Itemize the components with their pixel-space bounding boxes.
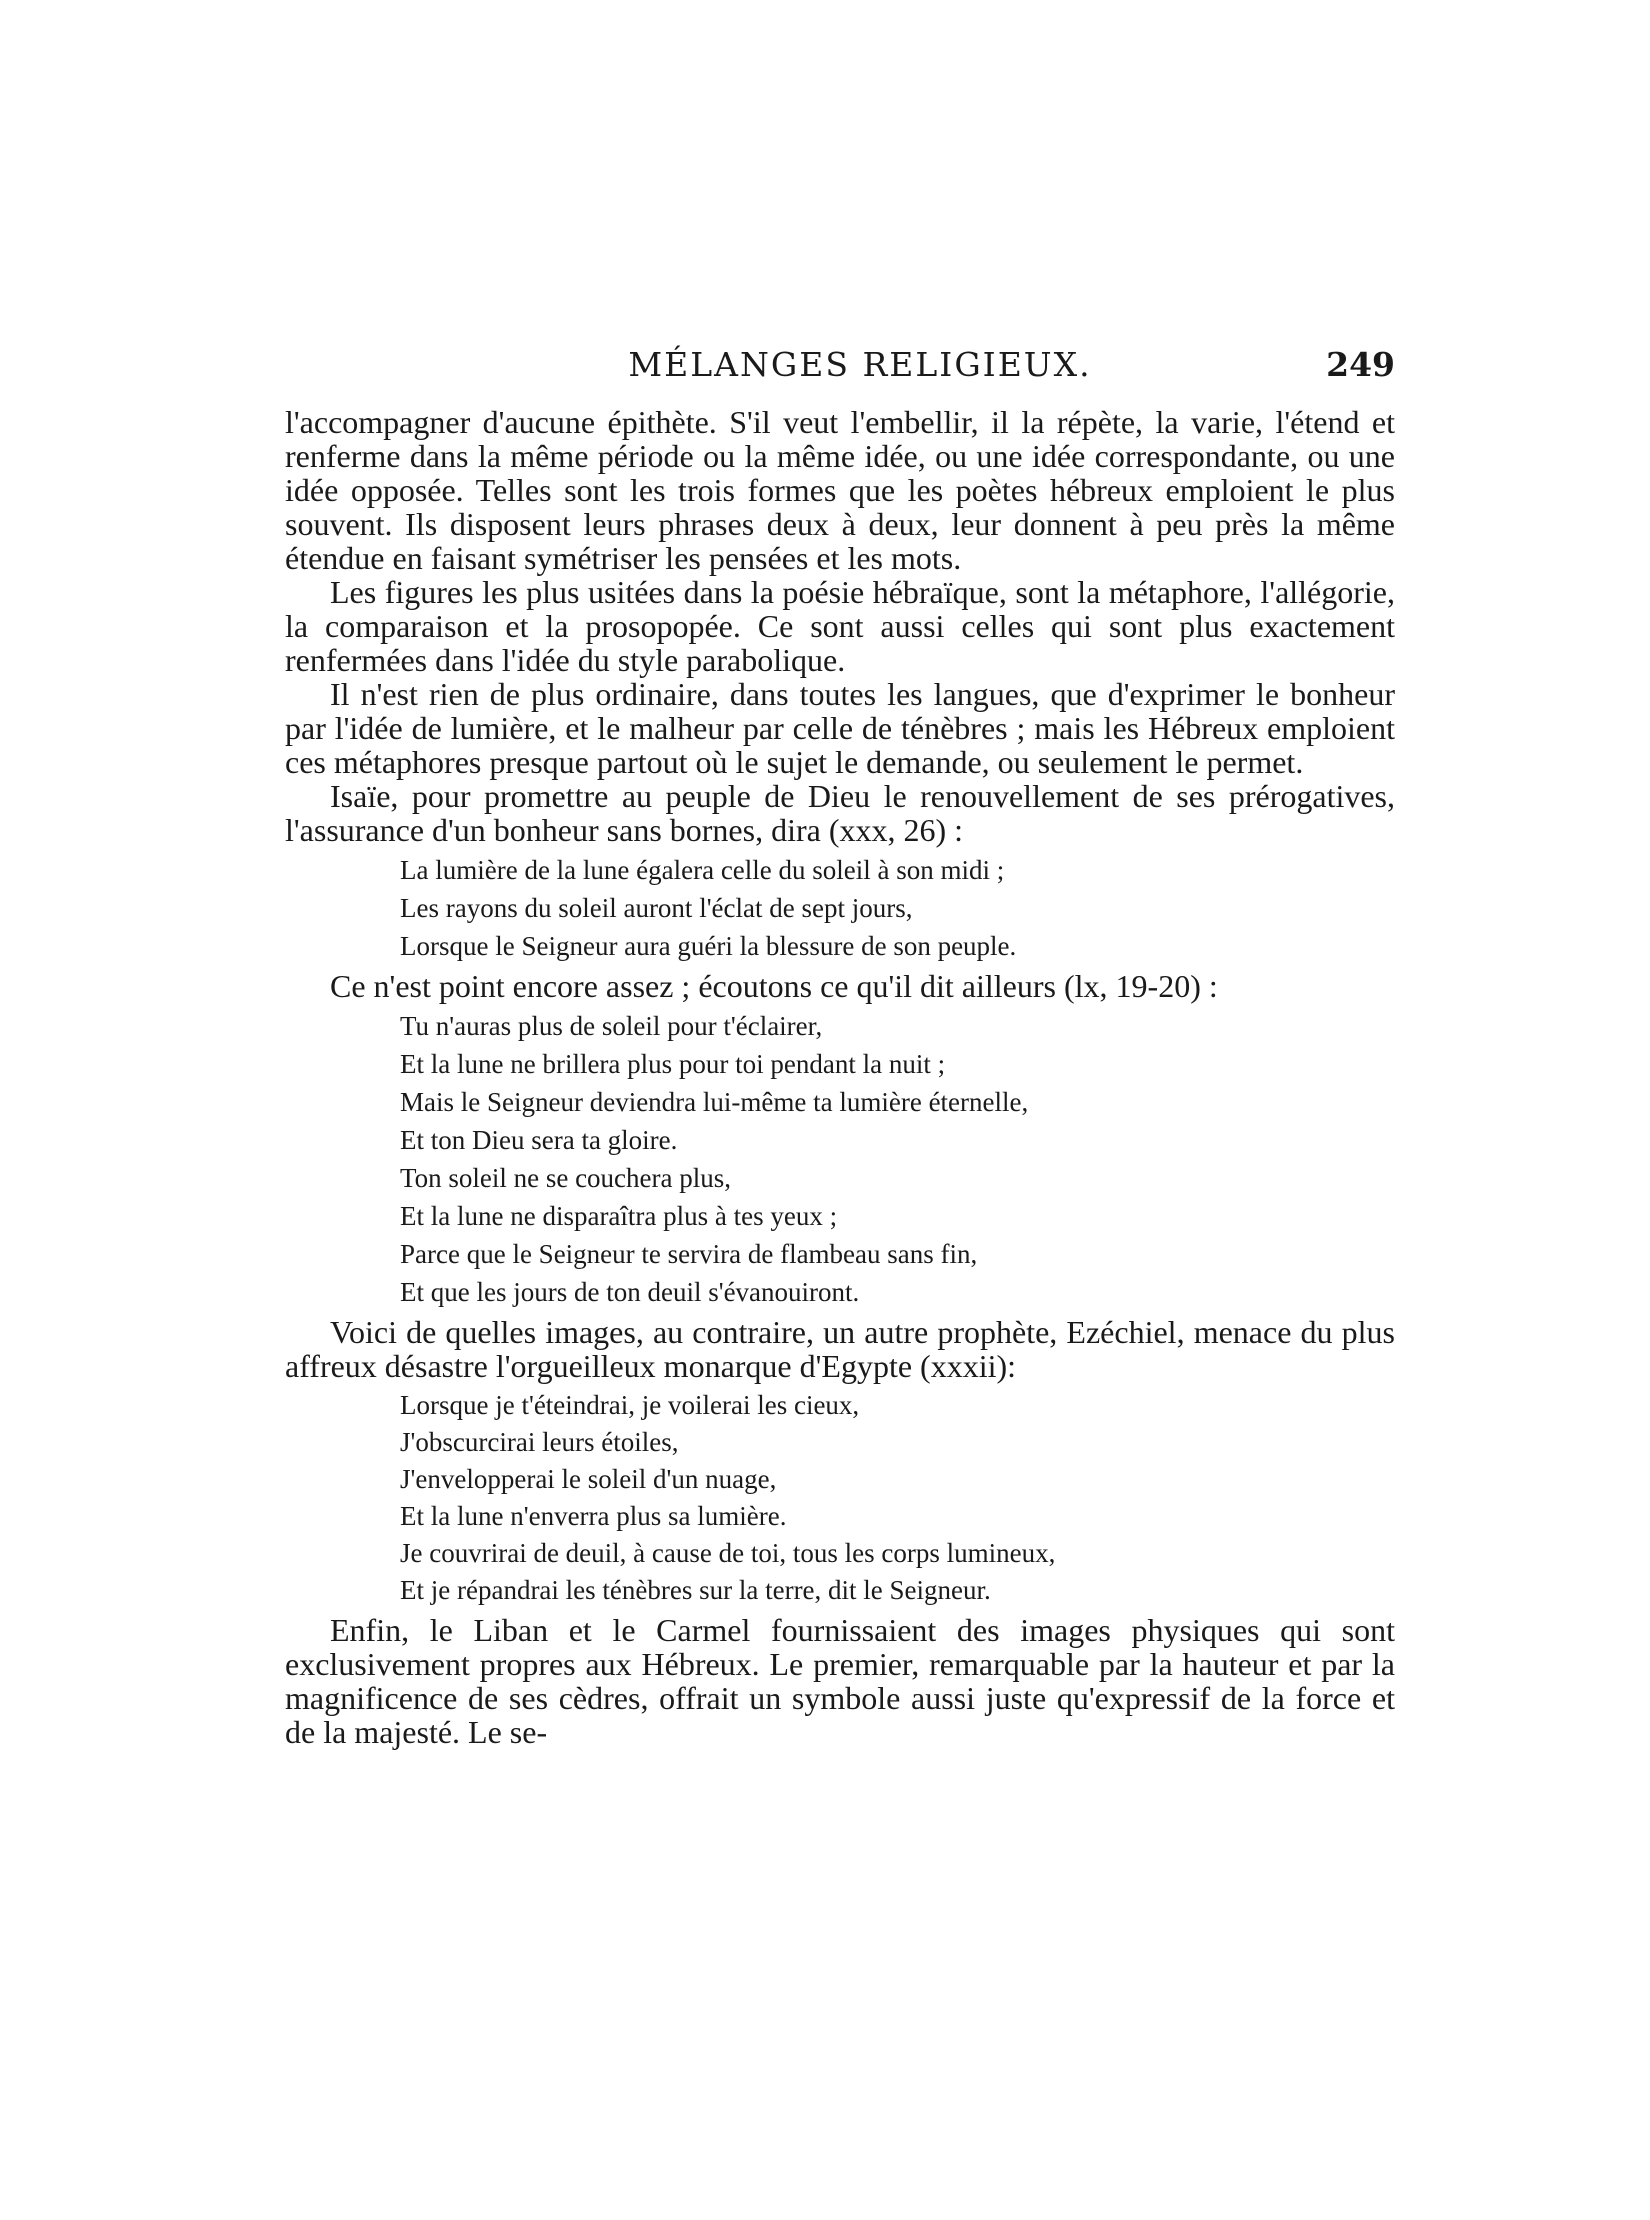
verse-line: Ton soleil ne se couchera plus, <box>400 1163 732 1193</box>
verse-line: Et la lune ne disparaîtra plus à tes yeux ; <box>400 1201 838 1231</box>
verse-line: Mais le Seigneur deviendra lui-même ta lumière éternelle, <box>400 1087 1029 1117</box>
verse-quote-isaie-xxx <box>400 851 1395 965</box>
text-block <box>285 405 1395 1749</box>
paragraph-figures: Les figures les plus usitées dans la poésie hébraïque, sont la métaphore, l'allégorie, la comparaison et la prosopopée. Ce sont aussi celles qui sont plus exactement renfermées dans l'idée du style parabolique. <box>285 574 1395 678</box>
verse-quote-ezechiel-xxxii <box>400 1387 1395 1609</box>
verse-line: Lorsque je t'éteindrai, je voilerai les cieux, <box>400 1390 860 1420</box>
verse-line: J'envelopperai le soleil d'un nuage, <box>400 1464 777 1494</box>
verse-line: Et je répandrai les ténèbres sur la terre, dit le Seigneur. <box>400 1575 991 1605</box>
paragraph-isaie-intro: Isaïe, pour promettre au peuple de Dieu le renouvellement de ses prérogatives, l'assurance d'un bonheur sans bornes, dira (xxx, 26) : <box>285 778 1395 848</box>
verse-line: Et la lune n'enverra plus sa lumière. <box>400 1501 787 1531</box>
verse-quote-isaie-lx <box>400 1007 1395 1311</box>
verse-line: J'obscurcirai leurs étoiles, <box>400 1427 679 1457</box>
verse-line: Et ton Dieu sera ta gloire. <box>400 1125 678 1155</box>
paragraph-ezechiel-intro: Voici de quelles images, au contraire, un autre prophète, Ezéchiel, menace du plus affreux désastre l'orgueilleux monarque d'Egypte (xxxii): <box>285 1314 1395 1384</box>
running-title: MÉLANGES RELIGIEUX. <box>628 345 1092 384</box>
paragraph-isaie-lx-intro: Ce n'est point encore assez ; écoutons ce qu'il dit ailleurs (lx, 19-20) : <box>330 968 1218 1004</box>
verse-line: Les rayons du soleil auront l'éclat de sept jours, <box>400 893 913 923</box>
paragraph-continuation: l'accompagner d'aucune épithète. S'il veut l'embellir, il la répète, la varie, l'étend et renferme dans la même période ou la même idée, ou une idée correspondante, ou une idée opposée. Telles sont les trois formes que les poètes hébreux emploient le plus souvent. Ils disposent leurs phrases deux à deux, leur donnent à peu près la même étendue en faisant symétriser les pensées et les mots. <box>285 404 1395 576</box>
paragraph-liban-carmel: Enfin, le Liban et le Carmel fournissaient des images physiques qui sont exclusivement propres aux Hébreux. Le premier, remarquable par la hauteur et par la magnificence de ses cèdres, offrait un symbole aussi juste qu'expressif de la force et de la majesté. Le se- <box>285 1612 1395 1750</box>
page-number: 249 <box>1326 345 1395 384</box>
verse-line: Je couvrirai de deuil, à cause de toi, tous les corps lumineux, <box>400 1538 1056 1568</box>
verse-line: La lumière de la lune égalera celle du soleil à son midi ; <box>400 855 1005 885</box>
page-header <box>285 345 1395 395</box>
verse-line: Lorsque le Seigneur aura guéri la blessure de son peuple. <box>400 931 1017 961</box>
paragraph-lumiere: Il n'est rien de plus ordinaire, dans toutes les langues, que d'exprimer le bonheur par l'idée de lumière, et le malheur par celle de ténèbres ; mais les Hébreux emploient ces métaphores presque partout où le sujet le demande, ou seulement le permet. <box>285 676 1395 780</box>
verse-line: Et que les jours de ton deuil s'évanouiront. <box>400 1277 860 1307</box>
verse-line: Tu n'auras plus de soleil pour t'éclairer, <box>400 1011 823 1041</box>
verse-line: Et la lune ne brillera plus pour toi pendant la nuit ; <box>400 1049 946 1079</box>
verse-line: Parce que le Seigneur te servira de flambeau sans fin, <box>400 1239 978 1269</box>
